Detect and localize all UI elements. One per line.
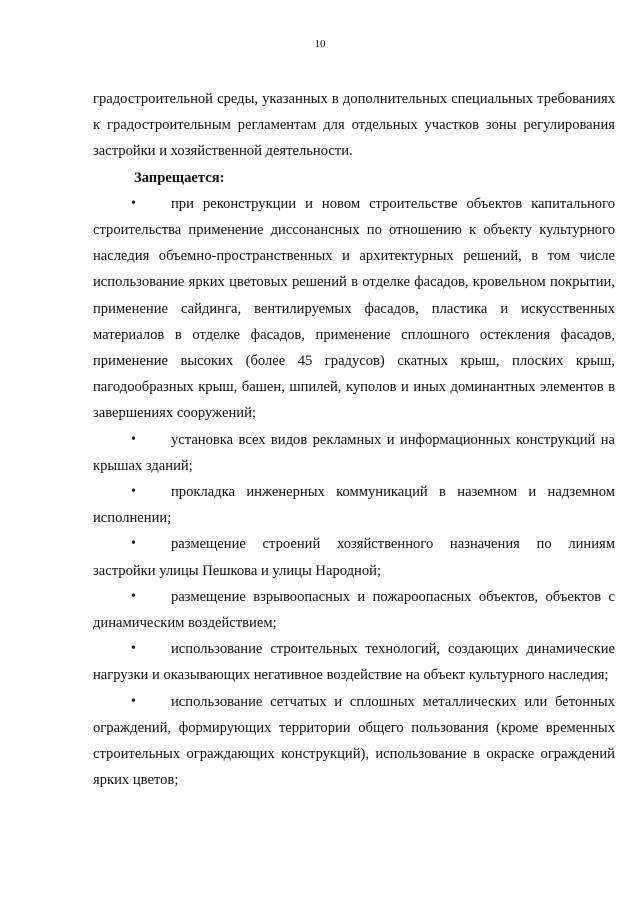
list-item-text: установка всех видов рекламных и информационных конструкций на крышах зданий; bbox=[93, 431, 615, 474]
list-item-text: размещение строений хозяйственного назначения по линиям застройки улицы Пешкова и улицы Народной; bbox=[93, 536, 615, 579]
page-number: 10 bbox=[314, 38, 326, 50]
list-item bbox=[93, 636, 615, 688]
list-item bbox=[93, 479, 615, 531]
bullet-icon: • bbox=[131, 484, 136, 500]
list-item bbox=[93, 427, 615, 479]
section-heading: Запрещается: bbox=[134, 169, 225, 186]
list-item-text: при реконструкции и новом строительстве объектов капитального строительства применение диссонансных по отношению к объекту культурного наследия объемно-пространственных и архитектурных решений, в том числе использование ярких цветовых решений в отделке фасадов, кровельном покрытии, применение сайдинга, вентилируемых фасадов, пластика и искусственных материалов в отделке фасадов, применение сплошного остекления фасадов, применение высоких (более 45 градусов) скатных крыш, плоских крыш, пагодообразных крыш, башен, шпилей, куполов и иных доминантных элементов в завершениях сооружений; bbox=[93, 195, 615, 422]
list-item bbox=[93, 191, 615, 427]
list-item-text: размещение взрывоопасных и пожароопасных объектов, объектов с динамическим воздействием; bbox=[93, 588, 615, 632]
list-item bbox=[93, 689, 615, 794]
list-item bbox=[93, 584, 615, 636]
bullet-icon: • bbox=[131, 536, 136, 552]
intro-paragraph: градостроительной среды, указанных в дополнительных специальных требованиях к градостроительным регламентам для отдельных участков зоны регулирования застройки и хозяйственной деятельности. bbox=[93, 91, 615, 160]
bullet-icon: • bbox=[131, 431, 136, 447]
list-item-text: использование строительных технологий, создающих динамические нагрузки и оказывающих негативное воздействие на объект культурного наследия; bbox=[93, 641, 615, 684]
list-item bbox=[93, 531, 615, 583]
bullet-icon: • bbox=[131, 693, 136, 709]
bullet-icon: • bbox=[131, 641, 136, 657]
bullet-icon: • bbox=[131, 195, 136, 211]
list-item-text: использование сетчатых и сплошных металлических или бетонных ограждений, формирующих территории общего пользования (кроме временных строительных ограждающих конструкций), использование в окраске ограждений ярких цветов; bbox=[93, 693, 615, 789]
document-body bbox=[93, 86, 615, 793]
bullet-icon: • bbox=[131, 588, 136, 604]
list-item-text: прокладка инженерных коммуникаций в наземном и надземном исполнении; bbox=[93, 484, 615, 527]
